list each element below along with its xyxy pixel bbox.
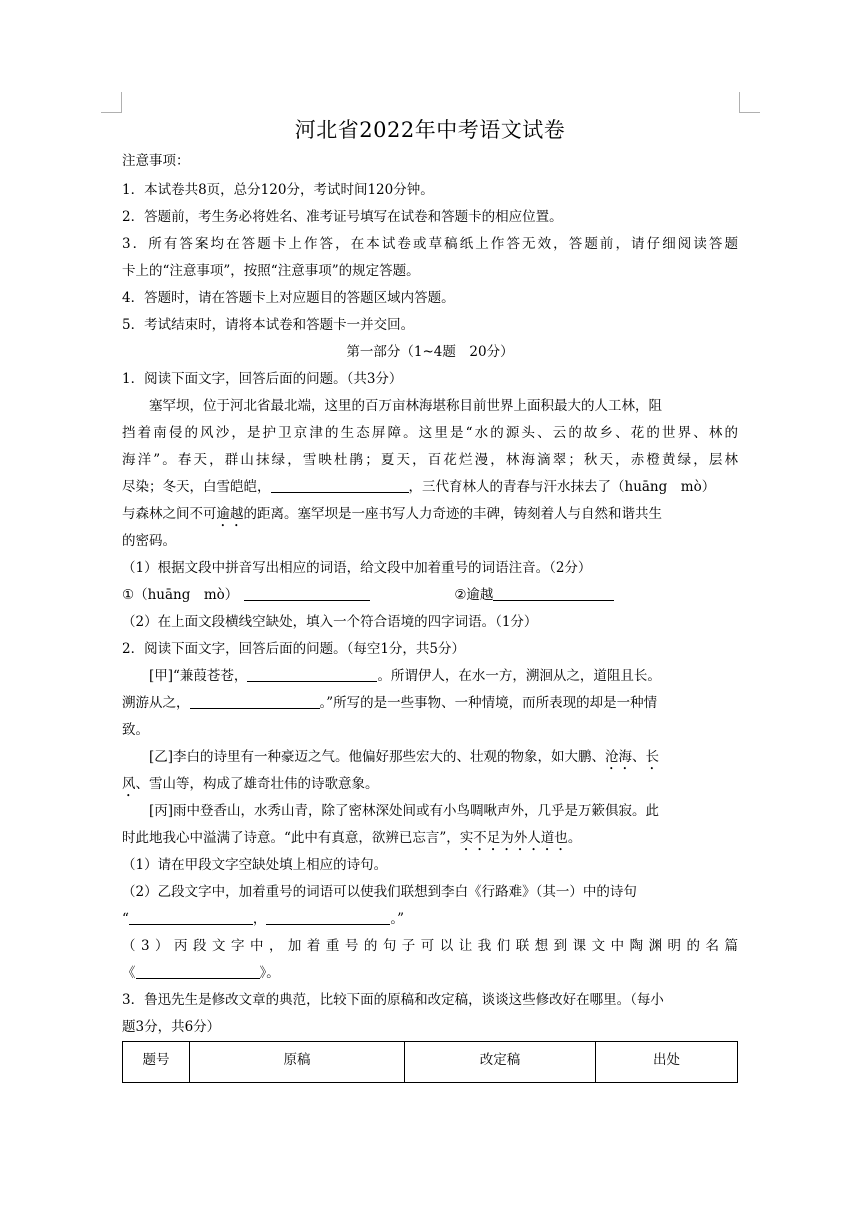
poem-blank[interactable] [129,910,253,925]
answer-blank[interactable] [244,586,370,601]
q1-item-a: ①（huāng mò） [122,587,239,603]
q1-passage-line [122,477,715,497]
q2-text: [乙]李白的诗里有一种豪迈之气。他偏好那些宏大的、壮观的物象，如大鹏、 [149,749,606,765]
table-header-cell: 改定稿 [405,1042,596,1083]
q2-passage-bing [122,828,581,854]
notice-item-3-cont: 卡上的“注意事项”，按照“注意事项”的规定答题。 [122,263,420,279]
q2-passage-yi [122,774,379,800]
q2-text: 时此地我心中溢满了诗意。“此中有真意，欲辨已忘言”， [122,830,460,846]
q2-stem: 2．阅读下面文字，回答后面的问题。（每空1分，共5分） [122,641,466,657]
q2-sub-question-3-answer [122,963,280,983]
emphasized-word: 风 [122,776,136,792]
q2-text: 溯游从之， [122,695,190,711]
page-title: 河北省2022年中考语文试卷 [294,118,566,142]
q2-text: 。 [567,830,582,846]
q2-text: 。所谓伊人，在水一方，溯洄从之，道阻且长。 [377,668,661,684]
q1-sub-question-2: （2）在上面文段横线空缺处，填入一个符合语境的四字词语。（1分） [122,614,538,630]
table-header-cell: 题号 [123,1042,190,1083]
q1-fill-blank[interactable] [271,478,409,493]
q1-passage-line [122,504,662,530]
crop-mark-top-left [101,92,122,113]
poem-blank[interactable] [190,694,320,709]
q2-text: [甲]“兼葭苍苍， [149,668,248,684]
q2-text: 。”所写的是一些事物、一种情境，而所表现的却是一种情 [319,695,658,711]
crop-mark-top-right [739,92,760,113]
emphasized-word: 逾越 [216,506,244,522]
poem-blank[interactable] [266,910,390,925]
q2-passage-bing: [丙]雨中登香山，水秀山青，除了密林深处间或有小鸟啁啾声外，几乎是万簌俱寂。此 [149,803,660,819]
q3-stem-cont: 题3分，共6分） [122,1019,221,1035]
emphasized-sentence: 实不足为外人道也 [459,830,568,846]
q1-item-b: ②逾越 [454,587,494,603]
q2-text: “ [122,911,129,927]
emphasized-word: 沧海 [605,749,633,765]
q1-text: ，三代育林人的青春与汗水抹去了（huāng mò） [408,479,716,495]
q1-text: 的距离。塞罕坝是一座书写人力奇迹的丰碑，铸刻着人与自然和谐共生 [243,506,662,522]
q2-passage-jia: 致。 [122,722,149,738]
q1-stem: 1．阅读下面文字，回答后面的问题。（共3分） [122,371,403,387]
q2-text: ， [252,911,267,927]
poem-blank[interactable] [247,667,377,682]
notice-item-5: 5．考试结束时，请将本试卷和答题卡一并交回。 [122,317,415,333]
q1-passage-line: 海洋”。春天，群山抹绿，雪映杜鹃；夏天，百花烂漫，林海滴翠；秋天，赤橙黄绿，层林 [122,452,738,468]
q2-sub-question-3: （3）丙段文字中，加着重号的句子可以让我们联想到课文中陶渊明的名篇 [122,938,738,954]
q2-text: 《 [122,965,136,981]
notice-item-1: 1．本试卷共8页，总分120分，考试时间120分钟。 [122,182,434,198]
q2-passage-jia [122,666,661,686]
q2-passage-jia [122,693,657,713]
q1-text: 与森林之间不可 [122,506,217,522]
q2-text: 、 [632,749,646,765]
q3-stem: 3．鲁迅先生是修改文章的典范，比较下面的原稿和改定稿，谈谈这些修改好在哪里。（每小 [122,992,664,1008]
notice-item-4: 4．答题时，请在答题卡上对应题目的答题区域内答题。 [122,290,455,306]
revision-table [122,1041,738,1083]
q2-text: 》。 [259,965,280,981]
q1-passage-line: 的密码。 [122,533,176,549]
answer-blank[interactable] [493,586,614,601]
q2-text: 。” [390,911,405,927]
table-header-cell: 出处 [596,1042,738,1083]
title-blank[interactable] [136,964,260,979]
notice-item-3: 3．所有答案均在答题卡上作答，在本试卷或草稿纸上作答无效，答题前，请仔细阅读答题 [122,236,738,252]
notice-item-2: 2．答题前，考生务必将姓名、准考证号填写在试卷和答题卡的相应位置。 [122,209,563,225]
q1-passage-line: 挡着南侵的风沙，是护卫京津的生态屏障。这里是“水的源头、云的故乡、花的世界、林的 [122,425,738,441]
q2-sub-question-2: （2）乙段文字中，加着重号的词语可以使我们联想到李白《行路难》（其一）中的诗句 [122,884,637,900]
emphasized-word: 长 [645,749,660,765]
q1-text: 尽染；冬天，白雪皑皑， [122,479,271,495]
notice-heading: 注意事项： [122,153,190,169]
q1-passage-line: 塞罕坝，位于河北省最北端，这里的百万亩林海堪称目前世界上面积最大的人工林，阻 [149,398,662,414]
q1-answer-line [122,585,614,605]
q2-text: 、雪山等，构成了雄奇壮伟的诗歌意象。 [135,776,379,792]
table-header-row [123,1042,738,1083]
part-heading: 第一部分（1~4题 20分） [346,344,514,360]
q2-sub-question-1: （1）请在甲段文字空缺处填上相应的诗句。 [122,857,388,873]
q2-sub-question-2-answer [122,909,404,929]
q1-sub-question-1: （1）根据文段中拼音写出相应的词语，给文段中加着重号的词语注音。（2分） [122,560,592,576]
table-header-cell: 原稿 [190,1042,405,1083]
q2-passage-yi [122,747,659,773]
